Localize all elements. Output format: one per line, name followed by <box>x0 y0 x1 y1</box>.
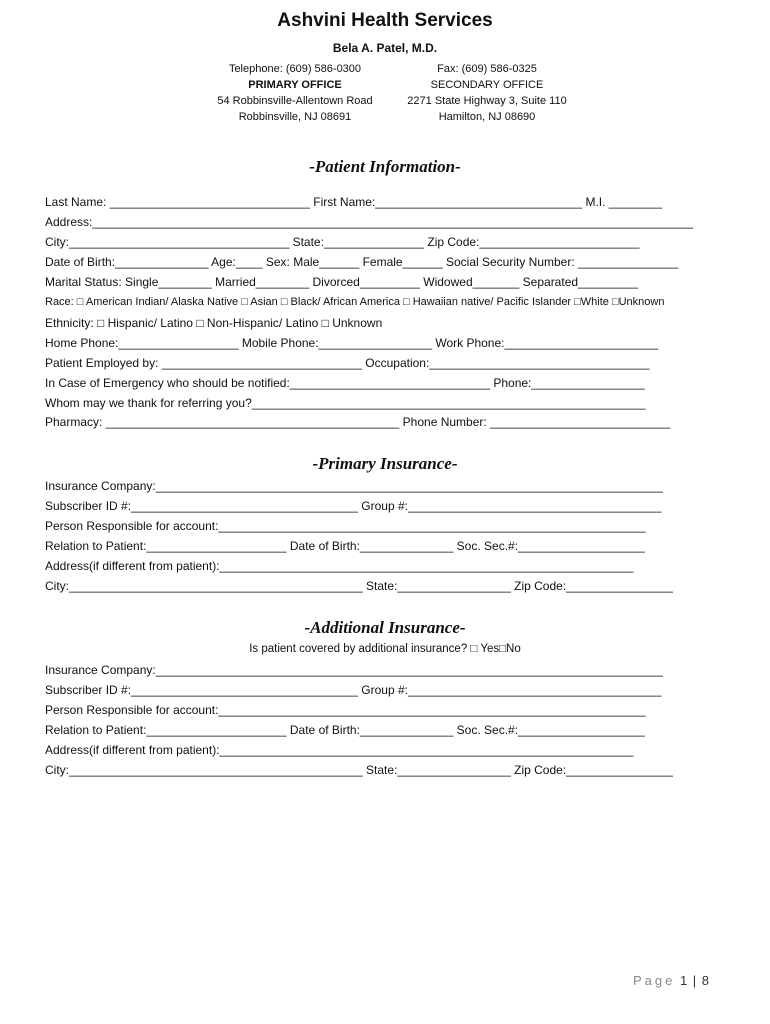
dob-line[interactable]: Date of Birth:______________ Age:____ Sex: Male______ Female______ Social Security Number: _______________ <box>45 255 679 269</box>
page-number: 1 | 8 <box>679 973 710 988</box>
primary-office-city: Robbinsville, NJ 08691 <box>238 111 352 123</box>
primary-city-line[interactable]: City:____________________________________________ State:_________________ Zip Code:________________ <box>45 579 673 593</box>
secondary-office-city: Hamilton, NJ 08690 <box>438 111 536 123</box>
race-line[interactable]: Race: □ American Indian/ Alaska Native □ Asian □ Black/ African America □ Hawaiian native/ Pacific Islander □White □Unknown <box>45 296 665 308</box>
city-line[interactable]: City:_________________________________ State:_______________ Zip Code:________________________ <box>45 235 640 249</box>
primary-relation-line[interactable]: Relation to Patient:_____________________ Date of Birth:______________ Soc. Sec.#:___________________ <box>45 539 645 553</box>
primary-responsible-line[interactable]: Person Responsible for account:________________________________________________________________ <box>45 519 646 533</box>
telephone: Telephone: (609) 586-0300 <box>228 63 362 75</box>
additional-city-line[interactable]: City:____________________________________________ State:_________________ Zip Code:________________ <box>45 763 673 777</box>
doctor-name: Bela A. Patel, M.D. <box>332 41 438 55</box>
emergency-contact-line[interactable]: In Case of Emergency who should be notified:______________________________ Phone:_________________ <box>45 376 645 390</box>
referral-line[interactable]: Whom may we thank for referring you?___________________________________________________________ <box>45 396 646 410</box>
primary-address-line[interactable]: Address(if different from patient):______________________________________________________________ <box>45 559 634 573</box>
primary-office-street: 54 Robbinsville-Allentown Road <box>217 95 373 107</box>
last-name-line[interactable]: Last Name: ______________________________ First Name:_______________________________ M.I. ________ <box>45 195 663 209</box>
employer-line[interactable]: Patient Employed by: ______________________________ Occupation:_________________________________ <box>45 356 650 370</box>
patient-information-heading: -Patient Information- <box>309 157 461 176</box>
additional-relation-line[interactable]: Relation to Patient:_____________________ Date of Birth:______________ Soc. Sec.#:___________________ <box>45 723 645 737</box>
ethnicity-line[interactable]: Ethnicity: □ Hispanic/ Latino □ Non-Hispanic/ Latino □ Unknown <box>45 316 383 330</box>
secondary-office-block <box>372 61 602 125</box>
pharmacy-line[interactable]: Pharmacy: ____________________________________________ Phone Number: ___________________________ <box>45 415 671 429</box>
clinic-title: Ashvini Health Services <box>277 10 493 31</box>
secondary-office-label: SECONDARY OFFICE <box>430 79 544 91</box>
primary-insurance-heading: -Primary Insurance- <box>312 454 458 473</box>
page-footer <box>633 973 710 988</box>
primary-office-label: PRIMARY OFFICE <box>248 79 342 91</box>
additional-subscriber-line[interactable]: Subscriber ID #:__________________________________ Group #:______________________________________ <box>45 683 662 697</box>
additional-insurance-company-line[interactable]: Insurance Company:____________________________________________________________________________ <box>45 663 663 677</box>
phone-line[interactable]: Home Phone:__________________ Mobile Phone:_________________ Work Phone:_______________________ <box>45 336 658 350</box>
marital-status-line[interactable]: Marital Status: Single________ Married________ Divorced_________ Widowed_______ Separated_________ <box>45 275 639 289</box>
secondary-office-street: 2271 State Highway 3, Suite 110 <box>407 95 567 107</box>
primary-subscriber-line[interactable]: Subscriber ID #:__________________________________ Group #:______________________________________ <box>45 499 662 513</box>
address-line[interactable]: Address:__________________________________________________________________________________________ <box>45 215 693 229</box>
primary-insurance-company-line[interactable]: Insurance Company:____________________________________________________________________________ <box>45 479 663 493</box>
fax: Fax: (609) 586-0325 <box>437 63 537 75</box>
additional-insurance-question[interactable]: Is patient covered by additional insurance? □ Yes□No <box>249 643 521 655</box>
page-word: Page <box>632 973 676 988</box>
additional-address-line[interactable]: Address(if different from patient):______________________________________________________________ <box>45 743 634 757</box>
additional-responsible-line[interactable]: Person Responsible for account:________________________________________________________________ <box>45 703 646 717</box>
additional-insurance-heading: -Additional Insurance- <box>304 618 466 637</box>
